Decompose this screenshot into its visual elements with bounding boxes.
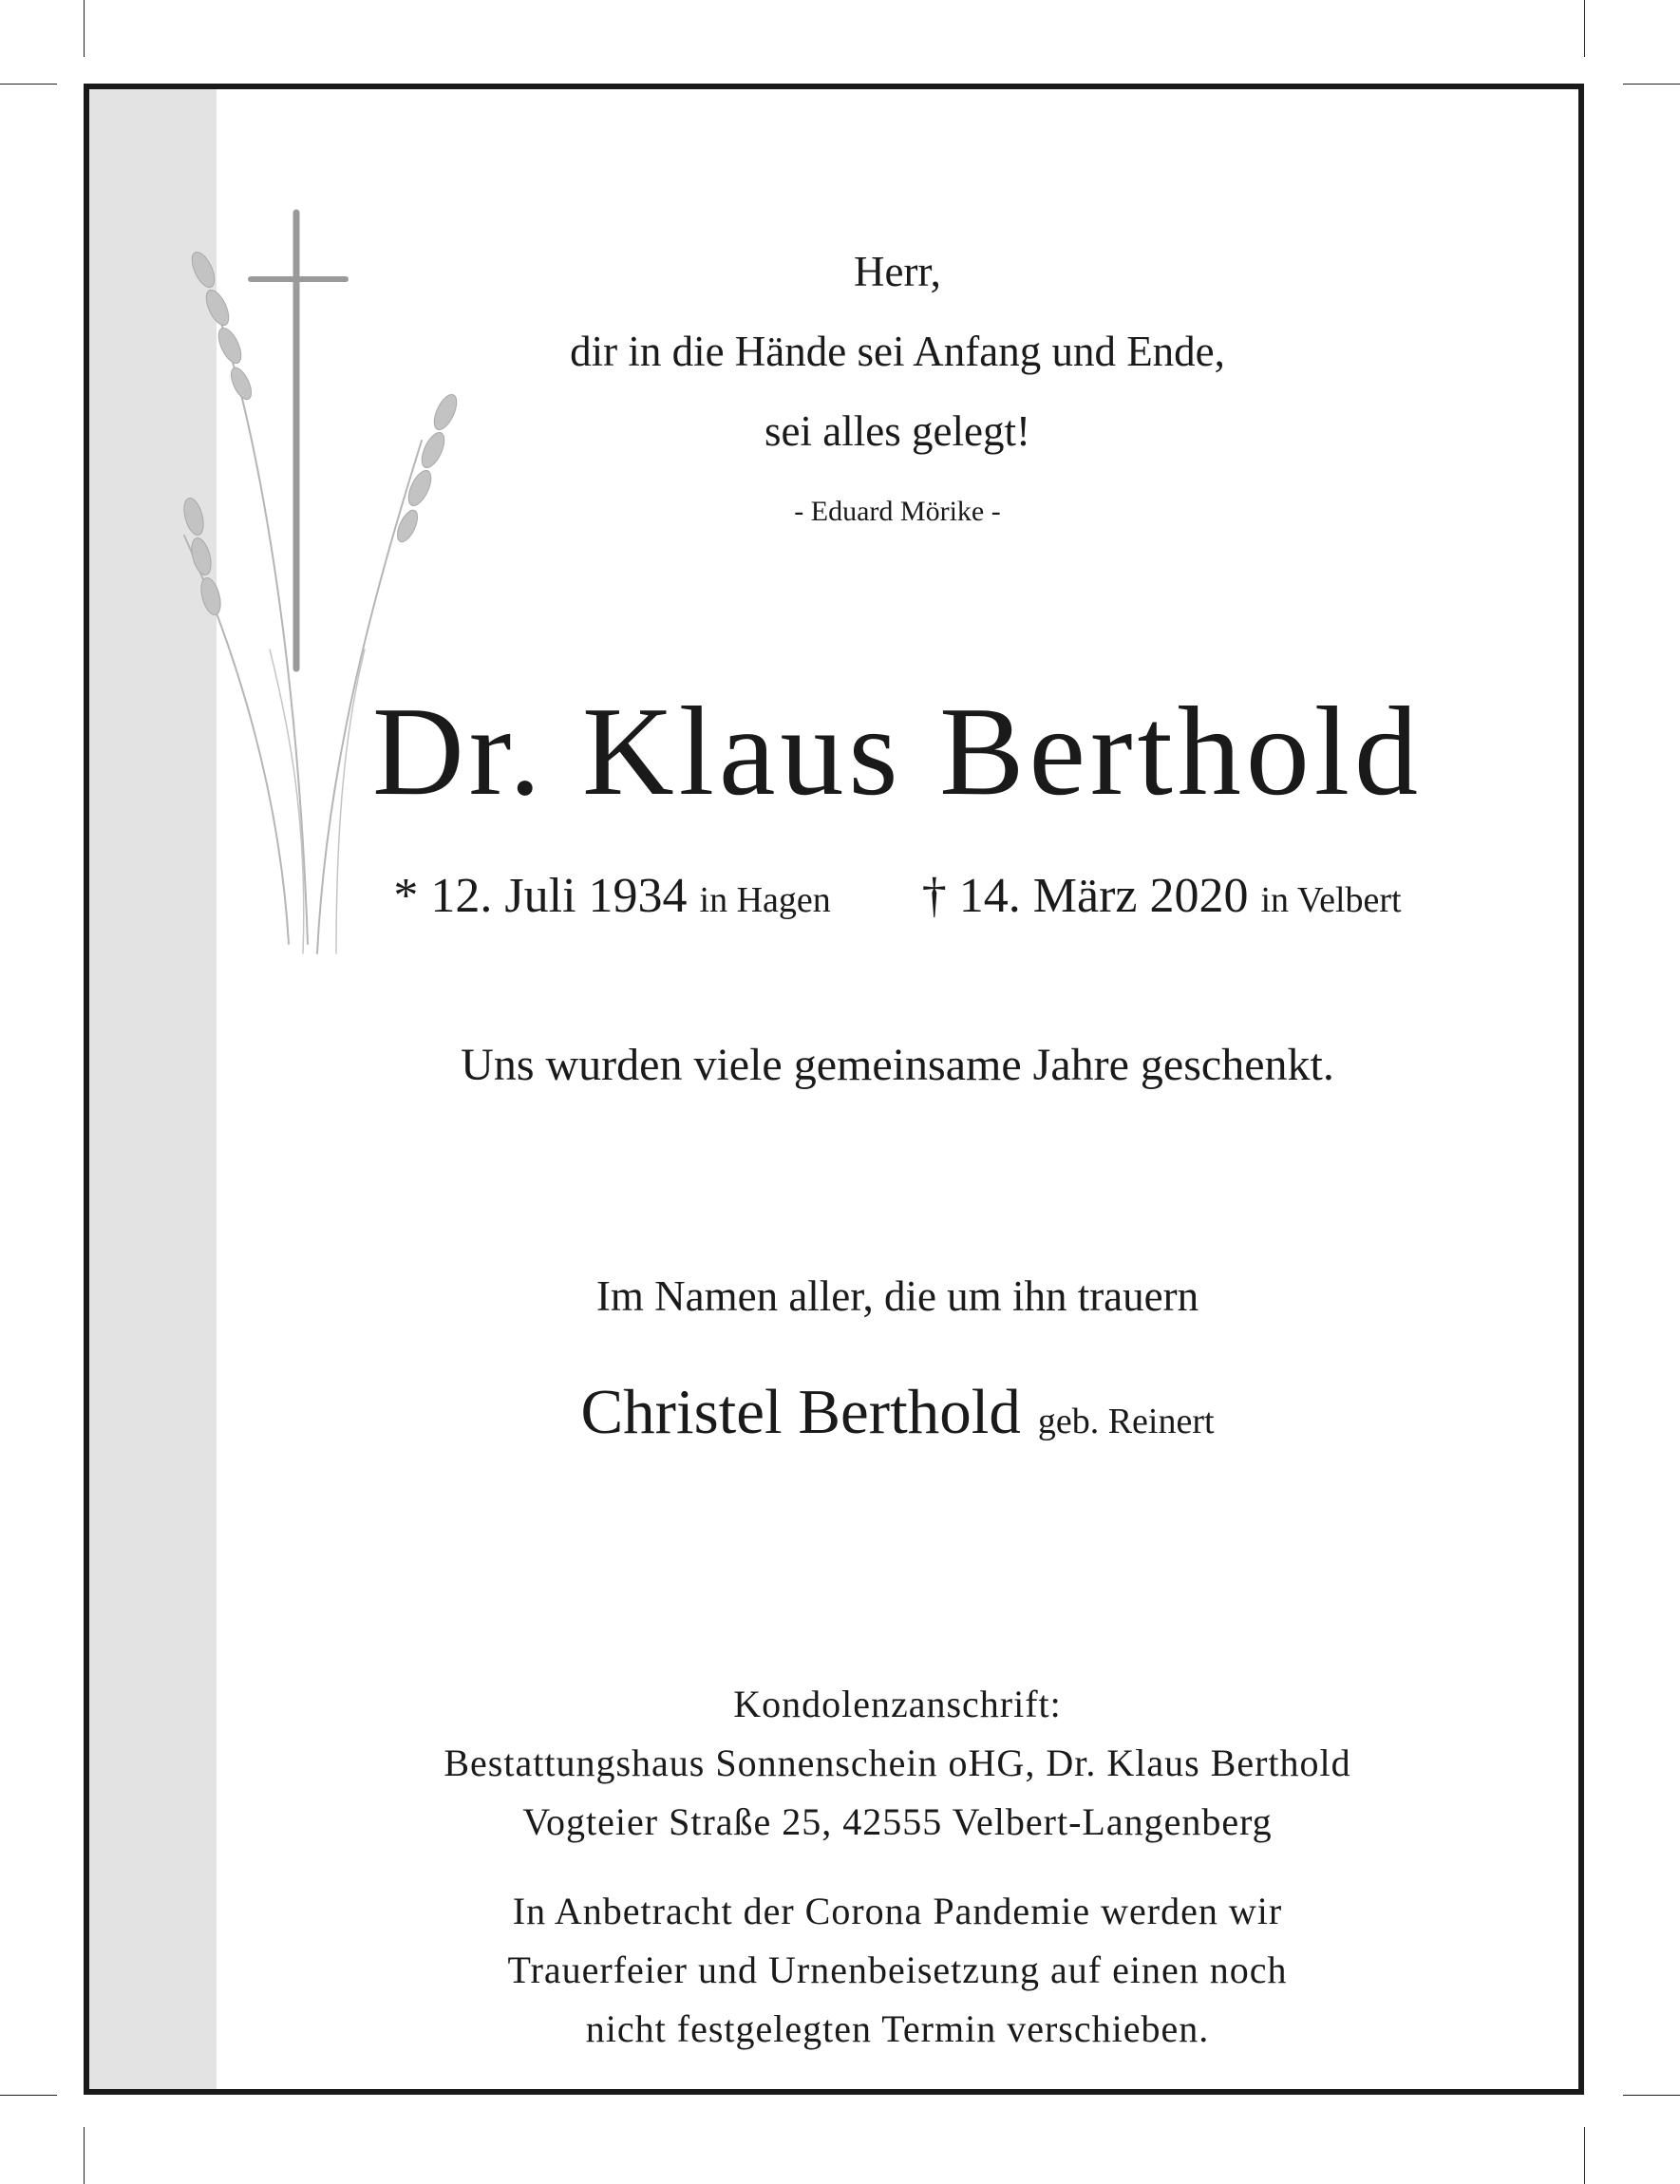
- verse-line: dir in die Hände sei Anfang und Ende,: [570, 328, 1225, 375]
- condolence-address: [217, 1675, 1578, 1852]
- condolence-heading: Kondolenzanschrift:: [733, 1683, 1062, 1725]
- notice-line: In Anbetracht der Corona Pandemie werden wir: [512, 1890, 1283, 1932]
- crop-mark: [84, 2127, 85, 2184]
- crop-mark: [1584, 2127, 1585, 2184]
- verse-author: - Eduard Mörike -: [794, 496, 1001, 527]
- death-symbol: †: [921, 869, 947, 923]
- crop-mark: [1584, 0, 1585, 57]
- thanks-line: Uns wurden viele gemeinsame Jahre geschenkt.: [461, 1040, 1334, 1090]
- deceased-name: Dr. Klaus Berthold: [371, 681, 1424, 821]
- mourners-intro: Im Namen aller, die um ihn trauern: [595, 1272, 1199, 1320]
- death-date: 14. März 2020: [958, 869, 1249, 923]
- verse-line: Herr,: [854, 248, 941, 295]
- crop-mark: [84, 0, 85, 57]
- birth-date: 12. Juli 1934: [430, 869, 688, 923]
- obituary-frame: [84, 84, 1584, 2095]
- life-dates: [217, 868, 1578, 924]
- crop-mark: [0, 84, 57, 85]
- corona-notice: [217, 1882, 1578, 2059]
- birth-place: in Hagen: [699, 880, 831, 920]
- mourner-name: Christel Berthold: [580, 1377, 1021, 1447]
- crop-mark: [1623, 84, 1680, 85]
- verse-line: sei alles gelegt!: [764, 407, 1030, 455]
- condolence-line: Vogteier Straße 25, 42555 Velbert-Langenberg: [522, 1800, 1273, 1843]
- verse: [217, 232, 1578, 471]
- notice-line: nicht festgelegten Termin verschieben.: [585, 2007, 1210, 2050]
- death-place: in Velbert: [1260, 880, 1402, 920]
- crop-mark: [1623, 2095, 1680, 2096]
- mourner-maiden-name: geb. Reinert: [1037, 1402, 1215, 1441]
- crop-mark: [0, 2095, 57, 2096]
- birth-symbol: *: [393, 869, 419, 923]
- mourner: [217, 1376, 1578, 1449]
- condolence-line: Bestattungshaus Sonnenschein oHG, Dr. Klaus Berthold: [444, 1742, 1351, 1784]
- notice-line: Trauerfeier und Urnenbeisetzung auf einen noch: [507, 1949, 1288, 1991]
